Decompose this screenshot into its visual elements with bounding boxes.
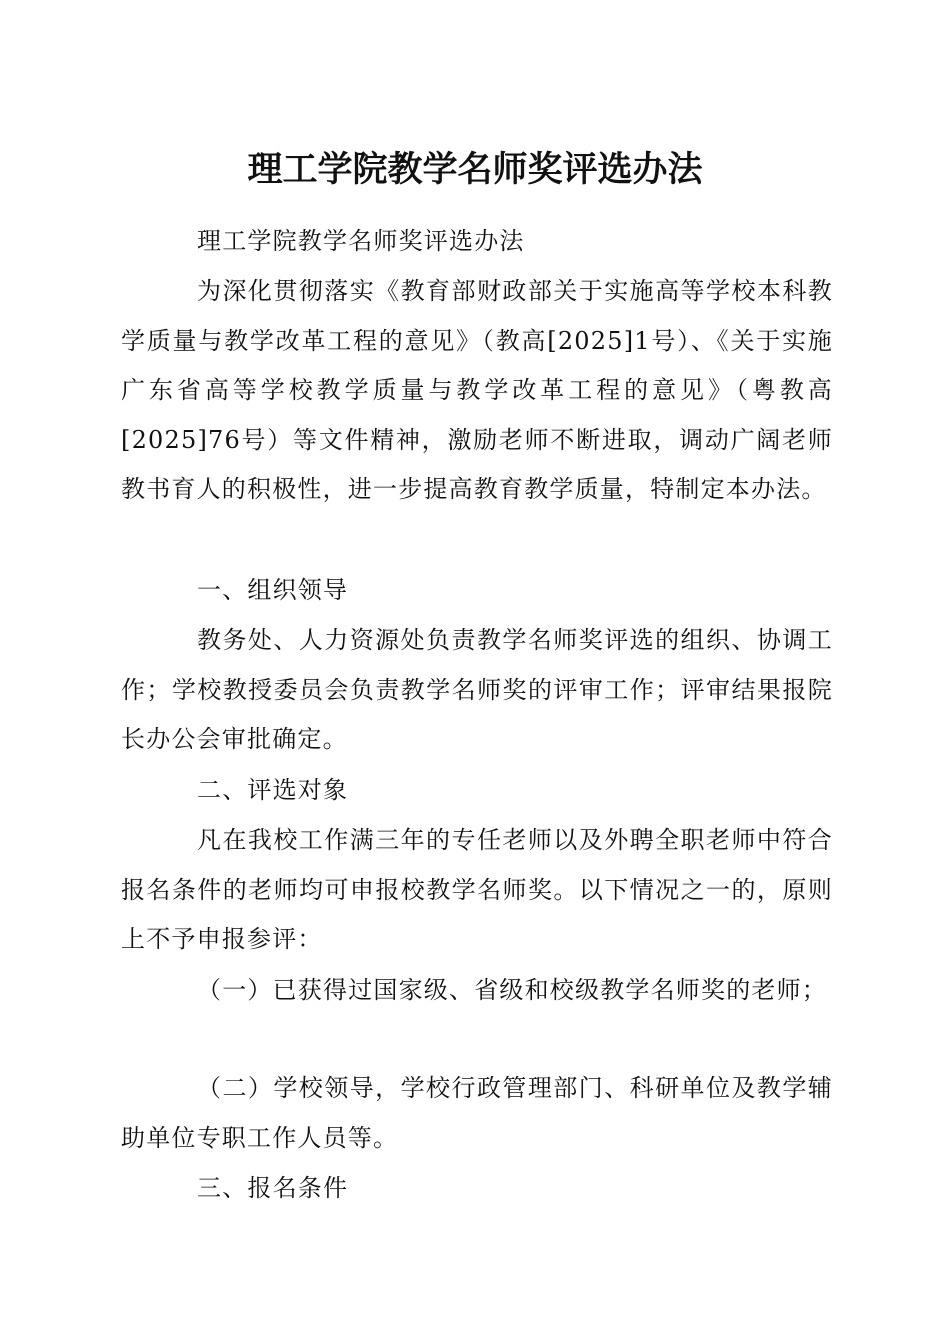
section-heading-requirements: 三、报名条件: [197, 1174, 349, 1202]
document-title: 理工学院教学名师奖评选办法: [247, 150, 703, 190]
section-heading-candidates: 二、评选对象: [197, 776, 349, 804]
intro-paragraph: 为深化贯彻落实《教育部财政部关于实施高等学校本科教学质量与教学改革工程的意见》（教高[2025]1号）、《关于实施广东省高等学校教学质量与教学改革工程的意见》（粤教高[2025]76号）等文件精神，激励老师不断进取，调动广阔老师教书育人的积极性，进一步提高教育教学质量，特制定本办法。: [121, 277, 833, 503]
exclusion-item-1: （一）已获得过国家级、省级和校级教学名师奖的老师；: [197, 976, 827, 1004]
document-subtitle: 理工学院教学名师奖评选办法: [197, 227, 525, 255]
section-heading-organization: 一、组织领导: [197, 576, 349, 604]
section-body-organization: 教务处、人力资源处负责教学名师奖评选的组织、协调工作；学校教授委员会负责教学名师奖的评审工作；评审结果报院长办公会审批确定。: [121, 626, 833, 753]
section-body-candidates: 凡在我校工作满三年的专任老师以及外聘全职老师中符合报名条件的老师均可申报校教学名师奖。以下情况之一的，原则上不予申报参评：: [121, 826, 833, 953]
exclusion-item-2: （二）学校领导，学校行政管理部门、科研单位及教学辅助单位专职工作人员等。: [121, 1074, 833, 1152]
